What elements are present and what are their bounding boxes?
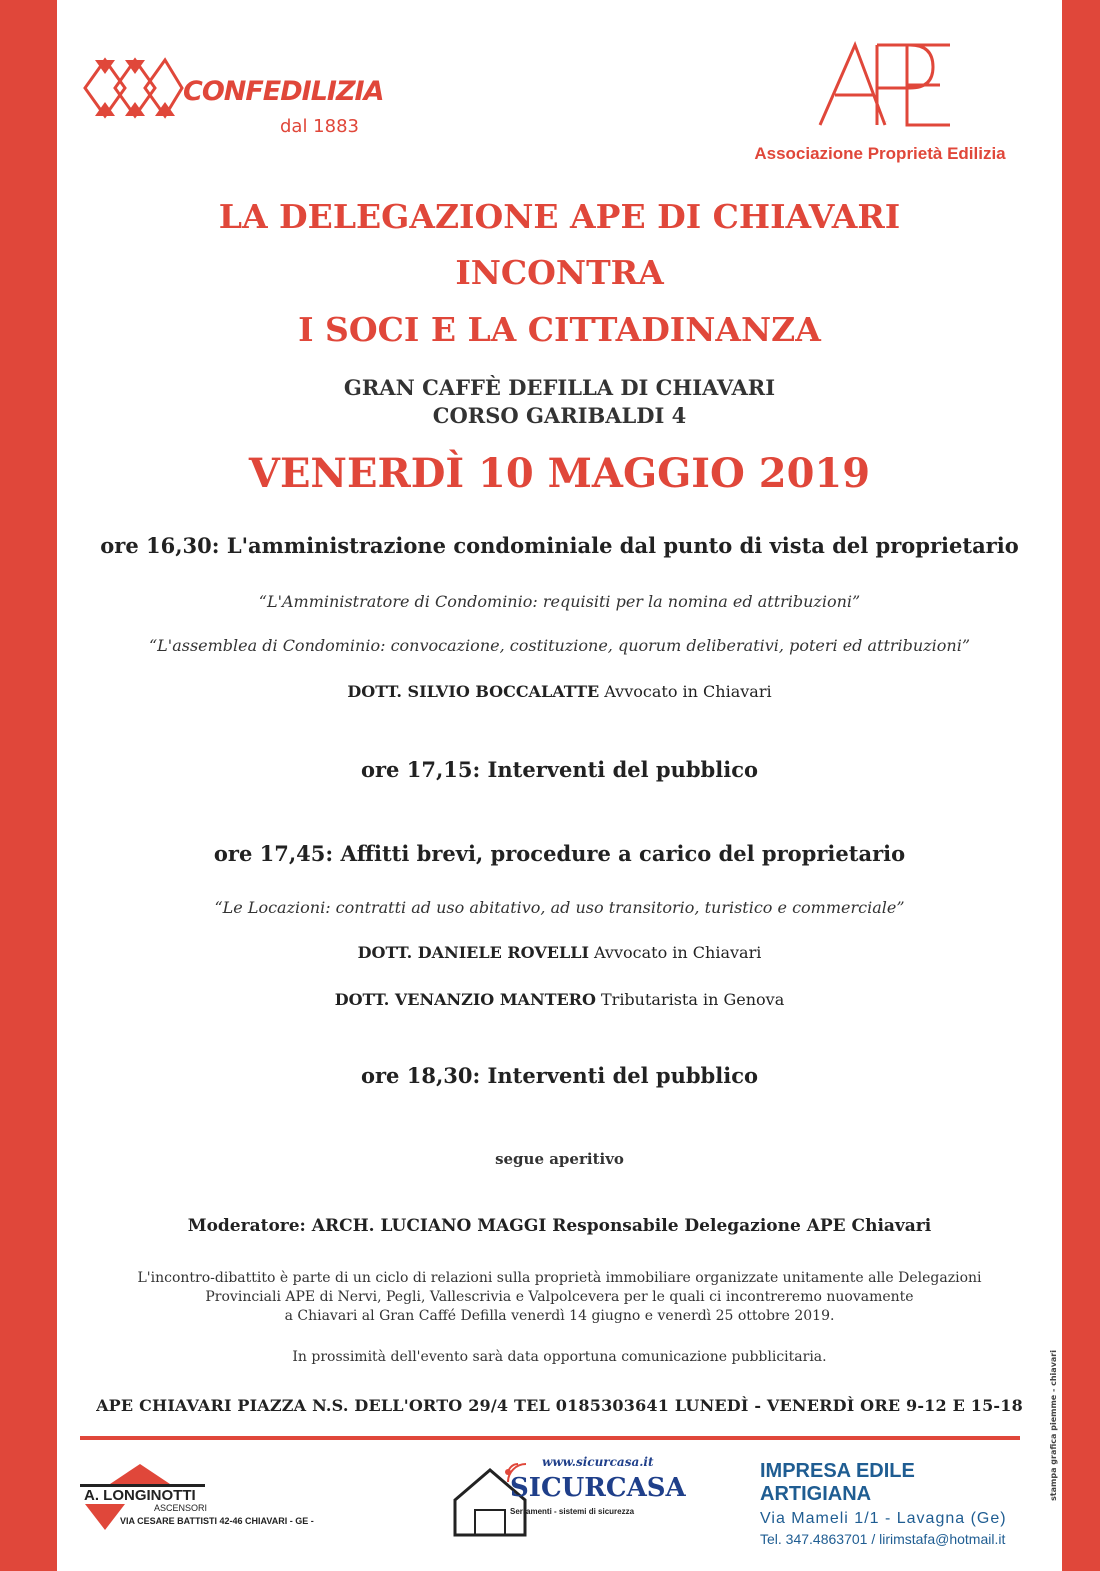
session-3-topic-1: “Le Locazioni: contratti ad uso abitativo, ad uso transitorio, turistico e commerciale” xyxy=(214,898,905,917)
speaker-role: Avvocato in Chiavari xyxy=(588,943,762,962)
cycle-note-line: a Chiavari al Gran Caffé Defilla venerdì 14 giugno e venerdì 25 ottobre 2019. xyxy=(284,1308,835,1324)
moderator: Moderatore: ARCH. LUCIANO MAGGI Responsabile Delegazione APE Chiavari xyxy=(187,1216,932,1236)
session-1: ore 16,30: L'amministrazione condominiale dal punto di vista del proprietario xyxy=(100,533,1019,558)
footer-divider xyxy=(80,1436,1020,1440)
event-date: VENERDÌ 10 MAGGIO 2019 xyxy=(248,450,871,497)
ape-association-name: Associazione Proprietà Edilizia xyxy=(754,144,1006,163)
speaker-role: Avvocato in Chiavari xyxy=(599,682,772,701)
session-3-speaker-1 xyxy=(57,943,1062,962)
longinotti-sponsor xyxy=(80,1460,320,1540)
impresa-contact: Tel. 347.4863701 / lirimstafa@hotmail.it xyxy=(760,1531,1006,1547)
cycle-note xyxy=(57,1269,1062,1326)
sicurcasa-url: www.sicurcasa.it xyxy=(542,1455,654,1469)
session-3: ore 17,45: Affitti brevi, procedure a carico del proprietario xyxy=(213,841,906,866)
venue-line-2: CORSO GARIBALDI 4 xyxy=(432,403,687,428)
session-2: ore 17,15: Interventi del pubblico xyxy=(360,757,758,782)
speaker-role: Tributarista in Genova xyxy=(595,990,785,1009)
sicurcasa-sponsor xyxy=(450,1455,686,1545)
sicurcasa-name: SICURCASA xyxy=(510,1473,686,1503)
left-red-band xyxy=(0,0,57,1571)
ape-monogram-icon xyxy=(815,40,955,128)
ape-logo xyxy=(735,40,1035,170)
impresa-address: Via Mameli 1/1 - Lavagna (Ge) xyxy=(760,1510,1007,1527)
session-1-speaker xyxy=(57,682,1062,701)
longinotti-sub: ASCENSORI xyxy=(154,1503,208,1513)
confedilizia-since: dal 1883 xyxy=(280,116,359,137)
impresa-sponsor xyxy=(760,1460,1030,1547)
contact-line: APE CHIAVARI PIAZZA N.S. DELL'ORTO 29/4 TEL 0185303641 LUNEDÌ - VENERDÌ ORE 9-12 E 15-18 xyxy=(96,1396,1023,1415)
advertising-note: In prossimità dell'evento sarà data opportuna comunicazione pubblicitaria. xyxy=(292,1349,827,1365)
session-4: ore 18,30: Interventi del pubblico xyxy=(360,1063,758,1088)
longinotti-name: A. LONGINOTTI xyxy=(84,1487,196,1504)
session-3-speaker-2 xyxy=(57,990,1062,1009)
session-1-topic-1: “L'Amministratore di Condominio: requisiti per la nomina ed attribuzioni” xyxy=(258,592,861,611)
venue-line-1: GRAN CAFFÈ DEFILLA DI CHIAVARI xyxy=(343,375,776,400)
title-line-2: INCONTRA xyxy=(455,253,664,292)
aperitivo-note: segue aperitivo xyxy=(495,1150,624,1168)
speaker-name: DOTT. DANIELE ROVELLI xyxy=(357,943,589,962)
longinotti-address: VIA CESARE BATTISTI 42-46 CHIAVARI - GE - xyxy=(120,1516,314,1526)
sicurcasa-sub: Serramenti - sistemi di sicurezza xyxy=(510,1507,635,1516)
speaker-name: DOTT. VENANZIO MANTERO xyxy=(334,990,596,1009)
right-red-band xyxy=(1062,0,1100,1571)
title-line-3: I SOCI E LA CITTADINANZA xyxy=(298,310,821,349)
title-line-1: LA DELEGAZIONE APE DI CHIAVARI xyxy=(218,197,901,236)
svg-text:APE: APE xyxy=(885,122,888,123)
speaker-name: DOTT. SILVIO BOCCALATTE xyxy=(347,682,600,701)
print-credit: stampa grafica piemme - chiavari xyxy=(1049,1350,1058,1501)
session-1-topic-2: “L'assemblea di Condominio: convocazione, costituzione, quorum deliberativi, poteri ed attribuzioni” xyxy=(148,636,970,655)
impresa-title: IMPRESA EDILE ARTIGIANA xyxy=(760,1460,915,1505)
confedilizia-name: CONFEDILIZIA xyxy=(183,76,384,107)
confedilizia-mark-icon xyxy=(80,50,185,120)
cycle-note-line: L'incontro-dibattito è parte di un ciclo di relazioni sulla proprietà immobiliare organizzate unitamente alle Delegazioni xyxy=(137,1270,982,1286)
confedilizia-logo xyxy=(80,50,384,140)
cycle-note-line: Provinciali APE di Nervi, Pegli, Vallescrivia e Valpolcevera per le quali ci incontreremo nuovamente xyxy=(205,1289,914,1305)
